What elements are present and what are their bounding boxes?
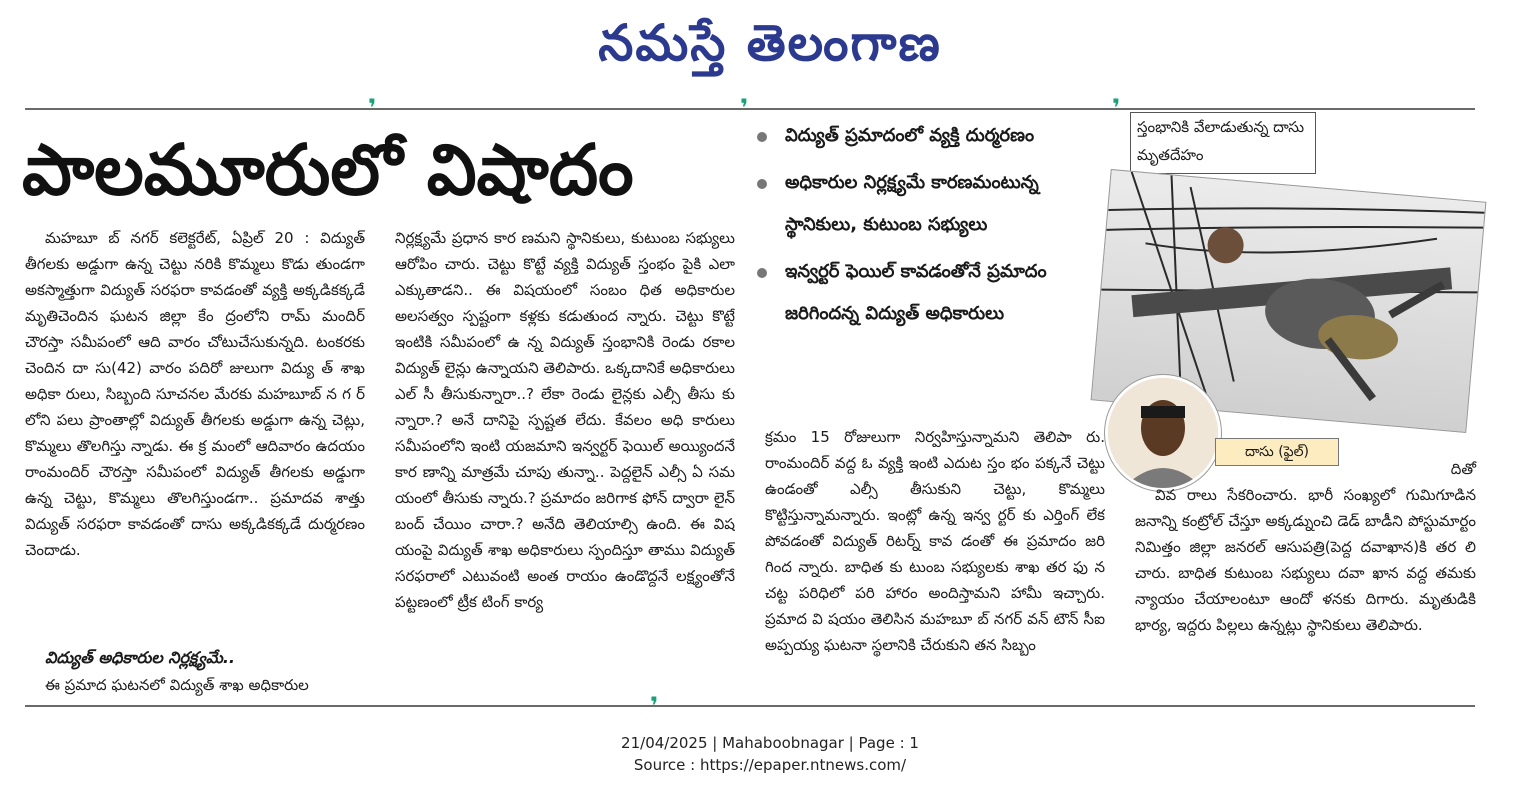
highlight-item xyxy=(755,115,1115,157)
inset-photo-label: దాసు (ఫైల్) xyxy=(1215,438,1339,466)
quote-mark-icon: ❜ xyxy=(740,94,749,122)
article-subhead: విద్యుత్ అధికారుల నిర్లక్ష్యమే.. xyxy=(45,648,235,667)
column-4-start-text: దితో xyxy=(1450,460,1476,478)
article-column-4-start xyxy=(1222,456,1476,482)
highlight-text: ఇన్వర్టర్ ఫెయిల్ కావడంతోనే ప్రమాదం జరిగిందన్న విద్యుత్ అధికారులు xyxy=(785,261,1047,324)
victim-portrait xyxy=(1105,375,1221,491)
quote-mark-icon: ❜ xyxy=(650,692,659,720)
bottom-rule xyxy=(25,705,1475,707)
bullet-icon xyxy=(757,132,767,142)
article-headline: పాలమూరులో విషాదం xyxy=(22,129,634,211)
bullet-icon xyxy=(757,179,767,189)
newspaper-masthead: నమస్తే తెలంగాణ xyxy=(598,13,942,72)
article-column-1 xyxy=(25,225,365,645)
highlight-item xyxy=(755,251,1115,335)
column-1-text: మహబూ బ్ నగర్ కలెక్టరేట్, ఏప్రిల్ 20 : విద్యుత్ తీగలకు అడ్డుగా ఉన్న చెట్టు నరికి కొమ్మలు కొడు తుండగా అకస్మాత్తుగా విద్యుత్ సరఫరా కావడంతో వ్యక్తి అక్కడికక్కడే మృతిచెందిన ఘటన జిల్లా కేం ద్రంలోని రామ్ మందిర్ చౌరస్తా సమీపంలో ఆది వారం చోటుచేసుకున్నది. టంకరకు చెందిన దా సు(42) వారం పదిరో జులుగా విద్యు త్ శాఖ అధికా రులు, సిబ్బంది సూచనల మేరకు మహబూబ్ న గ ర్ లోని పలు ప్రాంతాల్లో విద్యుత్ తీగలకు అడ్డుగా ఉన్న చెట్లు, కొమ్మలు తొలగిస్తు న్నాడు. ఈ క్ర మంలో ఆదివారం ఉదయం రాంమందిర్ చౌరస్తా సమీపంలో విద్యుత్ తీగలకు అడ్డుగా ఉన్న చెట్టు, కొమ్మలు తొలగిస్తుండగా.. ప్రమాదవ శాత్తు విద్యుత్ సరఫరా కావడంతో దాసు అక్కడికక్కడే దుర్మరణం చెందాడు. xyxy=(25,229,365,559)
highlight-text: అధికారుల నిర్లక్ష్యమే కారణమంటున్న స్థానికులు, కుటుంబ సభ్యులు xyxy=(785,172,1039,235)
footer-source: Source : https://epaper.ntnews.com/ xyxy=(633,756,907,774)
column-3-text: క్రమం 15 రోజులుగా నిర్వహిస్తున్నామని తెలిపా రు. రాంమందిర్ వద్ద ఓ వ్యక్తి ఇంటి ఎదుట స్తం భం పక్కనే చెట్టు ఉండంతో ఎల్సీ తీసుకుని చెట్టు, కొమ్మలు కొట్టిస్తున్నామన్నారు. ఇంట్లో ఉన్న ఇన్వ ర్టర్ కు ఎర్తింగ్ లేక పోవడంతో విద్యుత్ రిటర్న్ కావ డంతో ఈ ప్రమాదం జరి గింద న్నారు. బాధిత కు టుంబ సభ్యులకు శాఖ తర ఫు న చట్ట పరిధిలో పరి హారం అందిస్తామని హామీ ఇచ్చారు. ప్రమాద వి షయం తెలిసిన మహబూ బ్ నగర్ వన్ టౌన్ సీఐ అప్పయ్య ఘటనా స్థలానికి చేరుకుని తన సిబ్బం xyxy=(765,428,1105,654)
column-4-text: వివ రాలు సేకరించారు. భారీ సంఖ్యలో గుమిగూడిన జనాన్ని కంట్రోల్ చేస్తూ అక్కడ్నుంచి డెడ్ బాడీని పోస్టుమార్టం నిమిత్తం జిల్లా జనరల్ ఆసుపత్రి(పెద్ద దవాఖాన)కి తర లి చారు. బాధిత కుటుంబ సభ్యులు దవా ఖాన వద్ద తమకు న్యాయం చేయాలంటూ ఆందో ళనకు దిగారు. మృతుడికి భార్య, ఇద్దరు పిల్లలు ఉన్నట్లు స్థానికులు తెలిపారు. xyxy=(1135,486,1476,634)
quote-mark-icon: ❜ xyxy=(1112,94,1121,122)
article-column-3 xyxy=(765,424,1105,698)
article-column-4 xyxy=(1135,482,1476,700)
highlight-item xyxy=(755,162,1115,246)
bullet-icon xyxy=(757,268,767,278)
quote-mark-icon: ❜ xyxy=(368,94,377,122)
highlights-list xyxy=(755,115,1115,340)
footer-date-edition: 21/04/2025 | Mahaboobnagar | Page : 1 xyxy=(621,734,919,752)
victim-portrait-illustration xyxy=(1108,378,1218,488)
column-2-text: నిర్లక్ష్యమే ప్రధాన కార ణమని స్థానికులు, కుటుంబ సభ్యులు ఆరోపిం చారు. చెట్టు కొట్టే వ్యక్తి విద్యుత్ స్తంభం పైకి ఎలా ఎక్కుతాడని.. ఈ విషయంలో సంబం ధిత అధికారుల అలసత్వం స్పష్టంగా కళ్లకు కడుతుంద న్నారు. చెట్టు కొట్టే ఇంటికి సమీపంలో ఉ న్న విద్యుత్ స్తంభానికి రెండు రకాల విద్యుత్ లైన్లు ఉన్నాయని తెలిపారు. ఒక్కదానికే అధికారులు ఎల్ సీ తీసుకున్నారా..? లేకా రెండు లైన్లకు ఎల్సీ తీసు కు న్నారా.? అనే దానిపై స్పష్టత లేదు. కేవలం అధి కారులు సమీపంలోని ఇంటి యజమాని ఇన్వర్టర్ ఫెయిల్ అయ్యిందనే కార ణాన్ని మాత్రమే చూపు తున్నా.. పెద్దలైన్ ఎల్సీ ఏ సమ యంలో తీసుకు న్నారు.? ప్రమాదం జరిగాక ఫోన్ ద్వారా లైన్ బంద్ చేయిం చారా.? అనేది తెలియాల్సి ఉంది. ఈ విష యంపై విద్యుత్ శాఖ అధికారులు స్పందిస్తూ తాము విద్యుత్ సరఫరాలో ఎటువంటి అంత రాయం ఉండొద్దనే లక్ష్యంతోనే పట్టణంలో ట్రీక టింగ్ కార్య xyxy=(395,229,735,611)
top-rule xyxy=(25,108,1475,110)
highlight-text: విద్యుత్ ప్రమాదంలో వ్యక్తి దుర్మరణం xyxy=(785,125,1035,146)
photo-caption: స్తంభానికి వేలాడుతున్న దాసు మృతదేహం xyxy=(1130,112,1316,174)
column-1-tail-text: ఈ ప్రమాద ఘటనలో విద్యుత్ శాఖ అధికారుల xyxy=(45,676,309,694)
article-column-1-tail xyxy=(25,672,365,698)
article-column-2 xyxy=(395,225,735,699)
